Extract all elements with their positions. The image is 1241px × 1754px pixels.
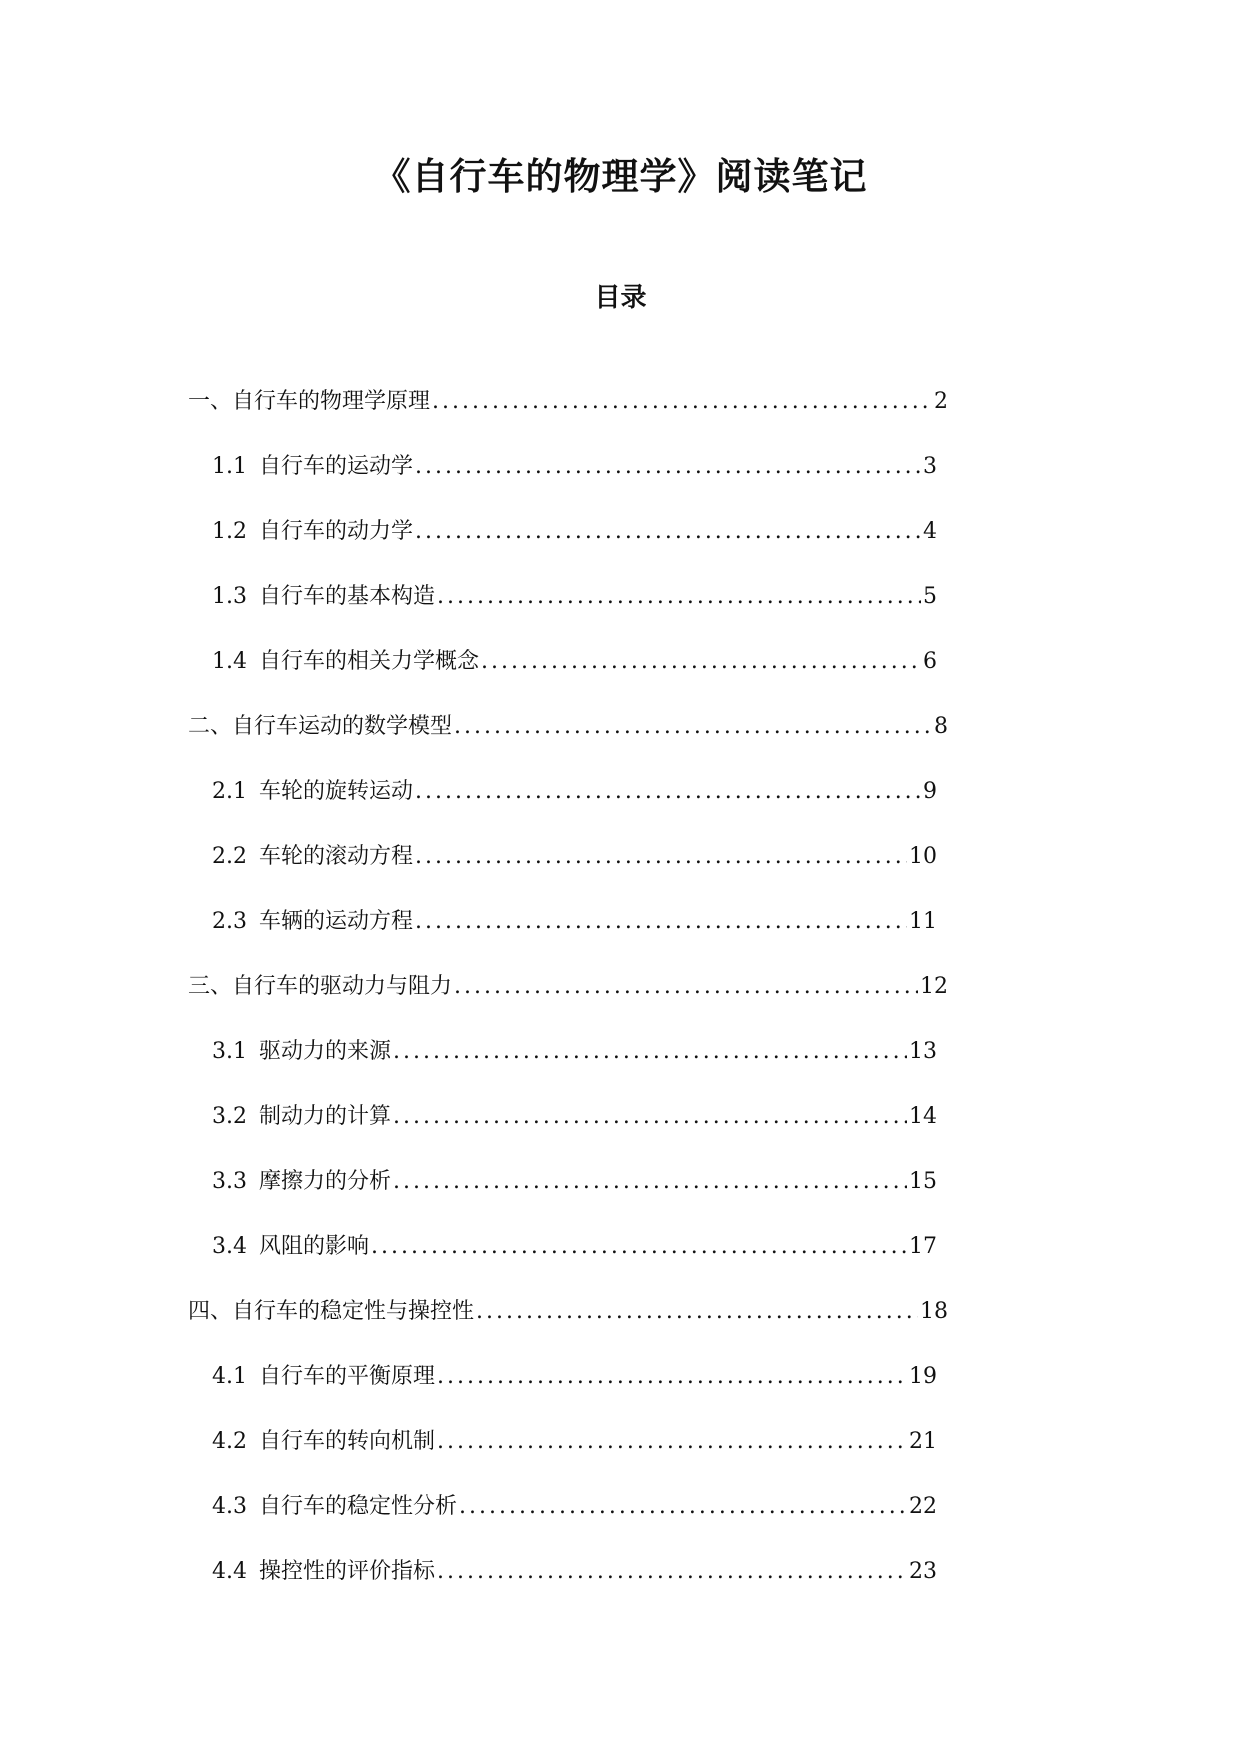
toc-leader-dots [437, 1552, 907, 1592]
toc-entry-number: 4.1 [212, 1364, 247, 1389]
toc-leader-dots [437, 577, 921, 617]
toc-entry[interactable] [188, 642, 937, 707]
toc-entry[interactable] [188, 1552, 937, 1617]
toc-entry[interactable] [188, 967, 948, 1032]
toc-entry[interactable] [188, 1292, 948, 1357]
toc-leader-dots [393, 1032, 907, 1072]
toc-entry-text: 车轮的滚动方程 [259, 844, 414, 869]
toc-entry-text: 自行车的运动学 [259, 454, 414, 479]
toc-entry-number: 4.4 [212, 1559, 247, 1584]
toc-entry-number: 3.1 [212, 1039, 247, 1064]
toc-leader-dots [415, 772, 921, 812]
toc-leader-dots [371, 1227, 907, 1267]
toc-entry-page: 6 [923, 649, 937, 674]
toc-leader-dots [415, 837, 907, 877]
toc-entry-number: 2.2 [212, 844, 247, 869]
toc-leader-dots [454, 967, 918, 1007]
toc-leader-dots [393, 1162, 907, 1202]
toc-entry-text: 一、自行车的物理学原理 [188, 389, 431, 414]
toc-leader-dots [415, 902, 907, 942]
toc-entry-page: 14 [909, 1104, 937, 1129]
table-of-contents [188, 382, 948, 1617]
toc-entry-text: 车辆的运动方程 [259, 909, 414, 934]
toc-entry-number: 3.3 [212, 1169, 247, 1194]
toc-entry-page: 12 [920, 974, 948, 999]
toc-leader-dots [454, 707, 932, 747]
toc-entry-number: 1.3 [212, 584, 247, 609]
toc-entry-page: 18 [920, 1299, 948, 1324]
toc-entry-page: 4 [923, 519, 937, 544]
toc-entry-text: 自行车的稳定性分析 [259, 1494, 458, 1519]
toc-entry-number: 3.2 [212, 1104, 247, 1129]
toc-entry[interactable] [188, 447, 937, 512]
toc-entry-page: 3 [923, 454, 937, 479]
toc-entry[interactable] [188, 772, 937, 837]
toc-entry[interactable] [188, 1097, 937, 1162]
toc-entry-number: 4.2 [212, 1429, 247, 1454]
toc-entry-page: 17 [909, 1234, 937, 1259]
toc-entry-text: 自行车的动力学 [259, 519, 414, 544]
toc-leader-dots [415, 512, 921, 552]
toc-entry-number: 1.1 [212, 454, 247, 479]
toc-entry-text: 自行车的转向机制 [259, 1429, 436, 1454]
toc-entry-number: 2.3 [212, 909, 247, 934]
toc-leader-dots [437, 1357, 907, 1397]
toc-heading: 目录 [594, 283, 647, 313]
toc-leader-dots [432, 382, 932, 422]
toc-entry[interactable] [188, 1422, 937, 1487]
toc-entry[interactable] [188, 382, 948, 447]
toc-entry[interactable] [188, 1162, 937, 1227]
toc-entry-page: 13 [909, 1039, 937, 1064]
toc-entry-page: 15 [909, 1169, 937, 1194]
toc-entry-page: 19 [909, 1364, 937, 1389]
toc-entry-page: 8 [934, 714, 948, 739]
toc-entry-page: 21 [909, 1429, 937, 1454]
toc-entry-page: 22 [909, 1494, 937, 1519]
toc-entry[interactable] [188, 1487, 937, 1552]
toc-entry-text: 风阻的影响 [259, 1234, 370, 1259]
toc-entry-number: 3.4 [212, 1234, 247, 1259]
toc-entry[interactable] [188, 1227, 937, 1292]
toc-entry-text: 自行车的基本构造 [259, 584, 436, 609]
toc-leader-dots [459, 1487, 907, 1527]
toc-entry-page: 9 [923, 779, 937, 804]
toc-entry-number: 1.2 [212, 519, 247, 544]
toc-entry-number: 2.1 [212, 779, 247, 804]
toc-entry-text: 三、自行车的驱动力与阻力 [188, 974, 453, 999]
toc-leader-dots [415, 447, 921, 487]
toc-leader-dots [476, 1292, 918, 1332]
toc-entry-page: 10 [909, 844, 937, 869]
toc-entry-text: 摩擦力的分析 [259, 1169, 392, 1194]
toc-entry-text: 制动力的计算 [259, 1104, 392, 1129]
toc-entry[interactable] [188, 1357, 937, 1422]
toc-entry-text: 操控性的评价指标 [259, 1559, 436, 1584]
toc-leader-dots [393, 1097, 907, 1137]
toc-entry[interactable] [188, 512, 937, 577]
toc-entry[interactable] [188, 707, 948, 772]
toc-entry-number: 1.4 [212, 649, 247, 674]
toc-entry-text: 车轮的旋转运动 [259, 779, 414, 804]
toc-entry[interactable] [188, 902, 937, 967]
toc-entry-number: 4.3 [212, 1494, 247, 1519]
toc-entry[interactable] [188, 837, 937, 902]
toc-entry-text: 二、自行车运动的数学模型 [188, 714, 453, 739]
toc-entry-text: 驱动力的来源 [259, 1039, 392, 1064]
toc-entry-text: 四、自行车的稳定性与操控性 [188, 1299, 475, 1324]
toc-entry[interactable] [188, 577, 937, 642]
toc-leader-dots [437, 1422, 907, 1462]
toc-entry-page: 5 [923, 584, 937, 609]
toc-entry-text: 自行车的相关力学概念 [259, 649, 480, 674]
document-title: 《自行车的物理学》阅读笔记 [373, 154, 868, 198]
toc-entry-page: 11 [909, 909, 937, 934]
toc-entry[interactable] [188, 1032, 937, 1097]
toc-entry-page: 2 [934, 389, 948, 414]
toc-entry-page: 23 [909, 1559, 937, 1584]
toc-leader-dots [481, 642, 921, 682]
toc-entry-text: 自行车的平衡原理 [259, 1364, 436, 1389]
